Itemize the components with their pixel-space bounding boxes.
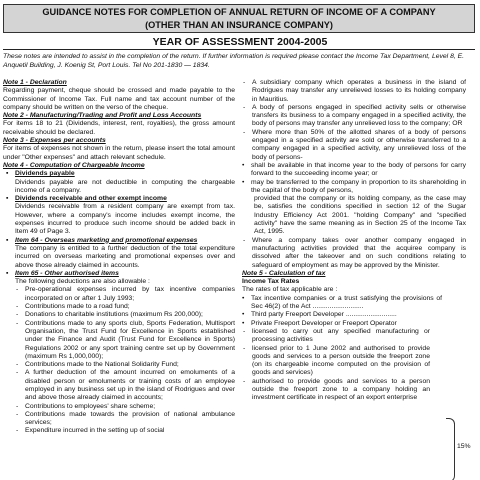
list-item: • shall be available in that income year to the body of persons for carry forward to the succeeding income year; or xyxy=(242,162,466,179)
list-item: - Where more than 50% of the allotted shares of a body of persons engaged in a specified activity are sold or otherwise transferred to a company engaged in a specified activity, any unrelieved loss of the body of persons- xyxy=(242,129,466,162)
divider xyxy=(3,49,475,50)
note3-text: For items of expenses not shown in the return, please insert the total amount under "Other expenses" and attach relevant schedule. xyxy=(3,145,235,161)
list-item: - Expenditure incurred in the setting up of social xyxy=(15,427,235,435)
dividends-receivable-text: Dividends receivable from a resident company are exempt from tax. However, where a company's income includes exempt income, the expenses incurred to produce such income should be added back in Item 49 of Page 3. xyxy=(15,203,235,236)
list-item: • Private Freeport Developer or Freeport Operator xyxy=(242,320,442,328)
list-item: - Pre-operational expenses incurred by tax incentive companies incorporated on or after 1 July 1993; xyxy=(15,286,235,303)
rate-brace xyxy=(446,418,455,480)
list-item: - Donations to charitable institutions (maximum Rs 200,000); xyxy=(15,311,235,319)
year-of-assessment: YEAR OF ASSESSMENT 2004-2005 xyxy=(152,36,328,48)
rates-list xyxy=(242,295,442,328)
list-item: - licensed prior to 1 June 2002 and authorised to provide goods and services to a person outside the freeport zone (on its chargeable income computed on the provision of goods and services) xyxy=(242,345,430,378)
item64-text: The company is entitled to a further deduction of the total expenditure incurred on overseas marketing and promotional expenses over and above those already claimed in accounts. xyxy=(15,244,235,269)
item65-intro: The following deductions are also allowable : xyxy=(15,278,150,286)
note4-heading: Note 4 - Computation of Chargeable Income xyxy=(3,161,145,169)
note2-heading: Note 2 - Manufacturing/Trading and Profit and Loss Accounts xyxy=(3,112,202,120)
rate-percentage: 15% xyxy=(457,443,471,450)
list-item: - Contributions made to any sports club, Sports Federation, Multisport Organisation, the Trust Fund for Excellence in Sports established under the Finance and Audit (Trust Fund for Excellence in Sports) Regulations 2002 or any sport training centre set up by Government (maximum Rs 1,000,000); xyxy=(15,320,235,361)
title-line-1: GUIDANCE NOTES FOR COMPLETION OF ANNUAL RETURN OF INCOME OF A COMPANY xyxy=(42,7,436,17)
list-item: - Contributions made towards the provision of national ambulance services; xyxy=(15,411,235,428)
list-item: - licensed to carry out any specified manufacturing or processing activities xyxy=(242,328,430,345)
takeover-list xyxy=(242,237,466,270)
title-banner xyxy=(3,4,475,33)
right-column xyxy=(242,79,466,403)
item64-heading: ▪ Item 64 - Overseas marketing and promotional expenses xyxy=(3,237,235,245)
note2-text: For items 18 to 21 (Dividends, interest, rent, royalties), the gross amount receivable should be declared. xyxy=(3,120,235,136)
left-column xyxy=(3,79,235,436)
list-item: • may be transferred to the company in proportion to its shareholding in the capital of the body of persons, xyxy=(242,179,466,196)
list-item: • Third party Freeport Developer ........................... xyxy=(242,311,442,319)
intro-text: These notes are intended to assist in the completion of the return. If further information is required please contact the Income Tax Department, Level 8, E. Anquetil Building, J. Koenig St, Port Louis. Tel No 201-1830 — 1834. xyxy=(3,53,465,69)
list-item: - A further deduction of the amount incurred on emoluments of a disabled person or emoluments or training costs of an employee employed in any business set up in the island of Rodrigues and over and above those already claimed in accounts; xyxy=(15,369,235,402)
loss-transfer-sublist xyxy=(242,162,466,195)
list-item: • Tax incentive companies or a trust satisfying the provisions of Sec 46(2) of the Act ........................... xyxy=(242,295,442,312)
note1-text: Regarding payment, cheque should be crossed and made payable to the Commissioner of Income Tax. Full name and tax account number of the company should be written on the verso of the cheque. xyxy=(3,87,235,111)
item65-heading: ▪ Item 65 - Other authorised items xyxy=(3,270,235,278)
item65-list xyxy=(3,286,235,435)
loss-transfer-list xyxy=(242,79,466,162)
list-item: - Where a company takes over another company engaged in manufacturing activities provided that the acquiree company is dissolved after the takeover and on such conditions relating to safeguard of employment as may be approved by the Minister. xyxy=(242,237,466,270)
list-item: - Contributions made to the National Solidarity Fund; xyxy=(15,361,235,369)
list-item: - A subsidiary company which operates a business in the island of Rodrigues may transfer any unrelieved losses to its holding company in Mauritius. xyxy=(242,79,466,104)
dividends-receivable-heading: ▪ Dividends receivable and other exempt income xyxy=(3,195,235,203)
dividends-payable-text: Dividends payable are not deductible in computing the chargeable income of a company. xyxy=(15,178,235,194)
rates-intro: The rates of tax applicable are : xyxy=(242,286,338,294)
dividends-payable-heading: ▪ Dividends payable xyxy=(3,170,235,178)
provided-text: provided that the company or its holding company, as the case may be, satisfies the conditions specified in section 12 of the Sugar Industry Efficiency Act 2001. "holding Company" and "specified activity" have the same meaning as in Section 25 of the Income Tax Act, 1995. xyxy=(254,195,466,236)
list-item: - Contributions made to a road fund; xyxy=(15,303,235,311)
list-item: - A body of persons engaged in specified activity sells or otherwise transfers its business to a company engaged in a specified activity, the body of persons may transfer any unrelieved loss to the company; OR xyxy=(242,104,466,129)
income-tax-rates-heading: Income Tax Rates xyxy=(242,278,300,286)
note1-heading: Note 1 - Declaration xyxy=(3,79,67,86)
note3-heading: Note 3 - Expenses per accounts xyxy=(3,137,106,145)
title-line-2: (OTHER THAN AN INSURANCE COMPANY) xyxy=(145,20,333,30)
note5-heading: Note 5 - Calculation of tax xyxy=(242,269,326,277)
list-item: - authorised to provide goods and services to a person outside the freeport zone to a company holding an investment certificate in respect of an export enterprise xyxy=(242,378,430,403)
rates-sublist xyxy=(242,328,430,403)
list-item: - Contributions to employees' share scheme; xyxy=(15,403,235,411)
